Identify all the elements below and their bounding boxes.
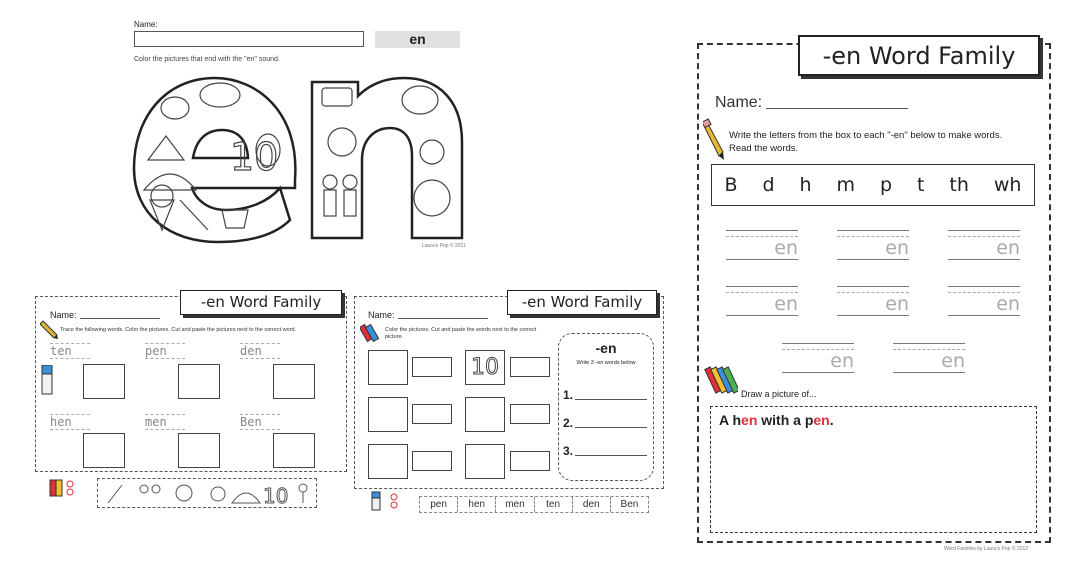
pen-picture-box: [465, 444, 505, 479]
trace-word-men: men: [145, 414, 185, 430]
word-cut-strip[interactable]: [419, 496, 649, 513]
word-paste-box[interactable]: [510, 404, 550, 424]
boy-picture: [299, 484, 307, 492]
ten-picture: 10: [263, 484, 289, 507]
ten-picture-box: [465, 350, 505, 385]
sheet3-instruction: Color the pictures. Cut and paste the words next to the correct picture.: [385, 327, 537, 340]
paste-box[interactable]: [273, 364, 315, 399]
pencil-icon: [40, 318, 60, 340]
chick-picture-box: [368, 350, 408, 385]
sheet2-name-line[interactable]: [80, 318, 160, 319]
chick-picture: [211, 487, 225, 501]
paste-box[interactable]: [83, 433, 125, 468]
strip-word[interactable]: ten: [535, 497, 573, 512]
word-paste-box[interactable]: [412, 404, 452, 424]
strip-word[interactable]: men: [496, 497, 534, 512]
word-paste-box[interactable]: [510, 451, 550, 471]
en-blank[interactable]: en: [726, 274, 798, 316]
word-paste-box[interactable]: [412, 451, 452, 471]
cut-strip-pictures: [98, 479, 316, 507]
name-field[interactable]: [134, 31, 364, 47]
sentence-part: A h: [719, 412, 742, 428]
pen-picture: [108, 485, 122, 503]
boy-picture-box: [368, 444, 408, 479]
sheet4-name-line[interactable]: [766, 108, 908, 109]
sheet4-instruction-2: Read the words.: [729, 143, 799, 154]
trace-word-hen: hen: [50, 414, 90, 430]
drawing-area[interactable]: [710, 406, 1037, 533]
draw-sentence: [719, 412, 1036, 428]
letter-box: [711, 164, 1035, 206]
sheet4-credit: Word Families by Laura's Pop © 2012: [944, 546, 1029, 552]
coloring-instruction: Color the pictures that end with the "en" sound.: [134, 56, 280, 63]
pencil-icon: [703, 118, 727, 162]
word-paste-box[interactable]: [412, 357, 452, 377]
write-line-2[interactable]: [563, 402, 653, 430]
letter-t: t: [916, 174, 925, 196]
trace-word-den: den: [240, 343, 280, 359]
trace-word-ben: Ben: [240, 414, 280, 430]
picture-cut-strip[interactable]: [97, 478, 317, 508]
crayon-icon: [360, 322, 382, 344]
ten-numeral: 10: [471, 355, 499, 380]
strip-word[interactable]: hen: [458, 497, 496, 512]
sentence-highlight: en: [741, 412, 758, 428]
paste-box[interactable]: [83, 364, 125, 399]
sheet3-name-line[interactable]: [398, 318, 488, 319]
cave-picture: [232, 493, 260, 503]
panel-title: -en: [595, 340, 617, 356]
word-paste-box[interactable]: [510, 357, 550, 377]
hen-picture: [176, 485, 192, 501]
sheet2-name-label: Name:: [50, 310, 77, 320]
cave-picture-box: [368, 397, 408, 432]
en-blank[interactable]: en: [948, 218, 1020, 260]
letter-wh: wh: [993, 174, 1022, 196]
letter-th: th: [949, 174, 969, 196]
strip-word[interactable]: Ben: [620, 499, 639, 510]
panel-instruction: Write 3 -en words below: [576, 360, 636, 366]
strip-word[interactable]: den: [573, 497, 611, 512]
write-line-1[interactable]: [563, 374, 653, 402]
draw-label: Draw a picture of...: [741, 389, 817, 399]
sentence-highlight: en: [813, 412, 830, 428]
line-number: 2.: [563, 416, 574, 430]
en-blank[interactable]: en: [782, 331, 854, 373]
glue-scissors-icon: [370, 490, 406, 512]
ten-picture: 10: [230, 135, 279, 179]
big-en-letters: [130, 70, 470, 250]
sheet4-title: -en Word Family: [798, 35, 1040, 76]
letter-h: h: [799, 174, 812, 196]
paste-box[interactable]: [178, 364, 220, 399]
trace-word-ten: ten: [50, 343, 90, 359]
sentence-part: with a p: [757, 412, 814, 428]
men-picture-box: [465, 397, 505, 432]
en-blank[interactable]: en: [893, 331, 965, 373]
letter-m: m: [836, 174, 855, 196]
credit-text: Laura's Pop © 2011: [422, 243, 466, 249]
crayon-scissors-icon: [48, 476, 78, 500]
en-blank[interactable]: en: [948, 274, 1020, 316]
sheet2-title: -en Word Family: [180, 290, 342, 315]
crayons-icon: [704, 363, 738, 401]
sheet4-instruction-1: Write the letters from the box to each "-en" below to make words.: [729, 130, 1003, 141]
letter-B: B: [724, 174, 738, 196]
strip-word[interactable]: pen: [420, 497, 458, 512]
write-line-3[interactable]: [563, 430, 653, 458]
en-blank[interactable]: en: [837, 274, 909, 316]
sentence-part: .: [829, 412, 834, 428]
write-words-panel: [558, 333, 654, 481]
en-tag: en: [375, 31, 460, 48]
sheet4-name-label: Name:: [715, 94, 763, 111]
name-label: Name:: [134, 20, 158, 29]
letter-p: p: [879, 174, 893, 196]
sheet3-title: -en Word Family: [507, 290, 657, 315]
paste-box[interactable]: [178, 433, 220, 468]
line-number: 3.: [563, 444, 574, 458]
trace-word-pen: pen: [145, 343, 185, 359]
sheet2-instruction: Trace the following words. Color the pictures. Cut and paste the pictures next to the correct word.: [60, 327, 297, 333]
paste-box[interactable]: [273, 433, 315, 468]
letter-d: d: [762, 174, 775, 196]
glue-stick-icon: [40, 365, 54, 395]
men-picture: [140, 485, 148, 493]
sheet3-name-label: Name:: [368, 310, 395, 320]
en-blank[interactable]: en: [726, 218, 798, 260]
line-number: 1.: [563, 388, 574, 402]
en-blank[interactable]: en: [837, 218, 909, 260]
